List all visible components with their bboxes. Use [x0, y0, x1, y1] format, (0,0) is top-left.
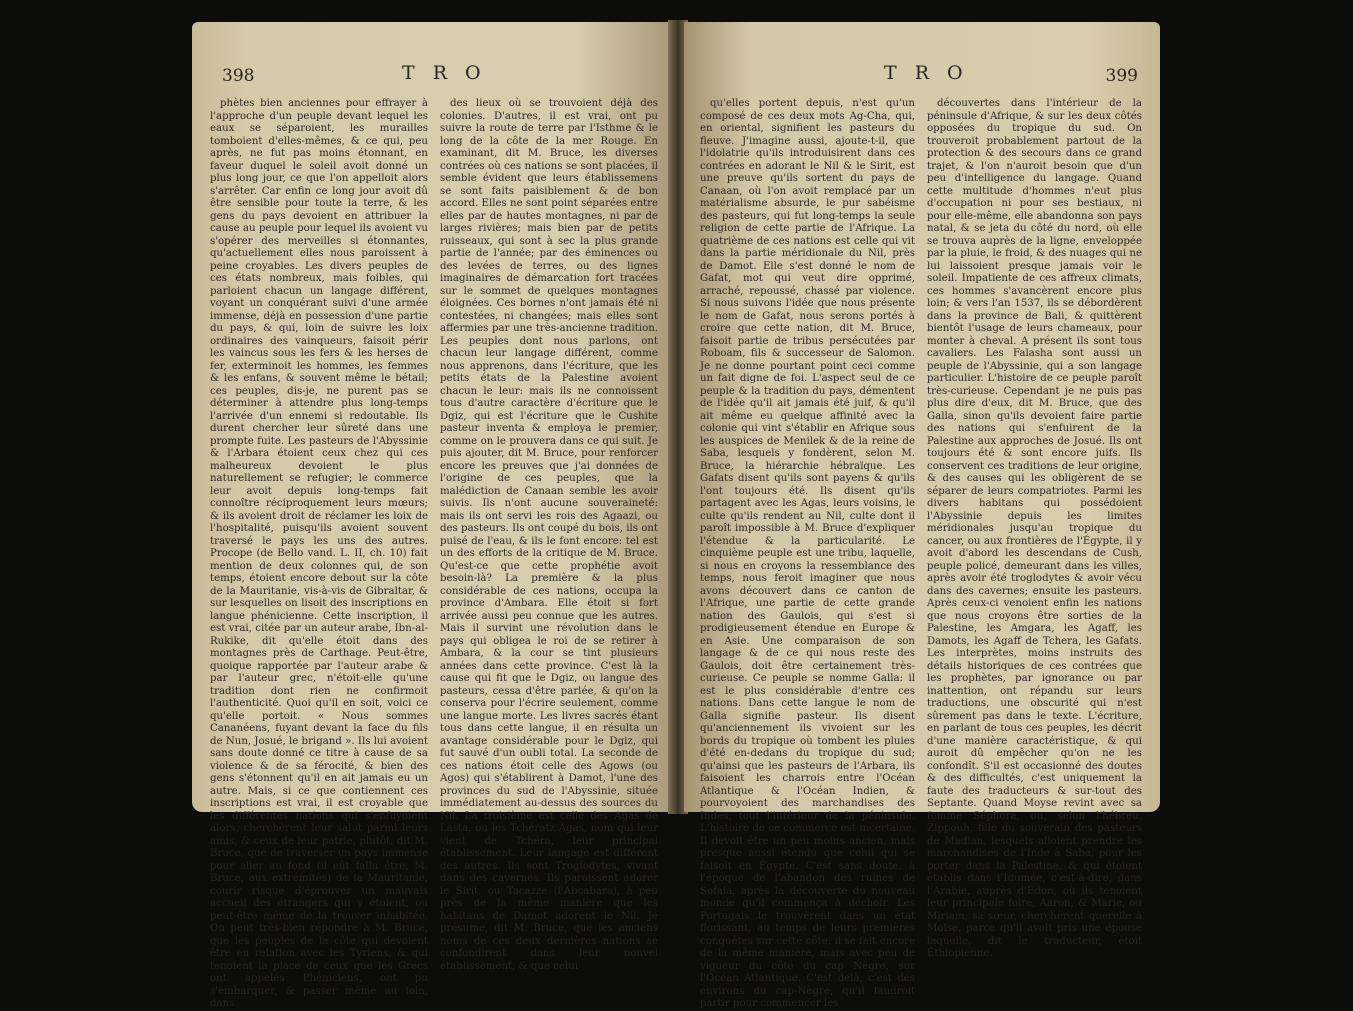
- running-head-left: T R O: [402, 62, 487, 84]
- column-text: qu'elles portent depuis, n'est qu'un composé de ces deux mots Ag-Cha, qui, en oriental, signifient les pasteurs du fleuve. J'imagine aussi, ajoute-t-il, que l'idolatrie qu'ils introduisirent dans ces contrées en adorant le Nil & le Sirit, est une preuve qu'ils sortent du pays de Canaan, où l'on avoit remplacé par un matérialisme absurde, le pur sabéisme des pasteurs, qui fut long-temps la seule religion de cette partie de l'Afrique. La quatrième de ces nations est celle qui vit dans la partie méridionale du Nil, près de Damot. Elle s'est donné le nom de Gafat, mot qui veut dire opprimé, arraché, repoussé, chassé par violence. Si nous suivons l'idée que nous présente le nom de Gafat, nous serons portés à croire que cette nation, dit M. Bruce, faisoit partie de tribus persécutées par Roboam, fils & successeur de Salomon. Je ne donne pourtant point ceci comme un fait digne de foi. L'aspect seul de ce peuple & la tradition du pays, démentent de l'idée qu'il ait jamais été juif, & qu'il ait même eu quelque affinité avec la colonie qui vint s'établir en Afrique sous les auspices de Menilek & de la reine de Saba, lesquels y fondèrent, selon M. Bruce, la hiérarchie hébraïque. Les Gafats disent qu'ils sont payens & qu'ils l'ont toujours été. Ils disent qu'ils partagent avec les Agas, leurs voisins, le culte qu'ils rendent au Nil, culte dont il paroît impossible à M. Bruce d'expliquer l'étendue & la particularité. Le cinquième peuple est une tribu, laquelle, si nous en croyons la ressemblance des temps, nous feroit imaginer que nous avons découvert dans ce canton de l'Afrique, une partie de cette grande nation des Gaulois, qui s'est si prodigieusement étendue en Europe & en Asie. Une comparaison de son langage & de ce qui nous reste des Gaulois, doit être certainement très-curieuse. Ce peuple se nomme Galla: il est le plus considérable d'entre ces nations. Dans cette langue le nom de Galla signifie pasteur. Ils disent qu'anciennement ils vivoient sur les bords du tropique où tombent les pluies d'été en-dedans du tropique du sud; qu'ainsi que les pasteurs de l'Arbara, ils faisoient les charrois entre l'Océan Atlantique & l'Océan Indien, & pourvoyoient des marchandises des Indes, tout l'intérieur de la péninsule. L'histoire de ce commerce est incertaine. Il devoit être un peu moins ancien, mais presque aussi étendu que celui qui se faisoit en Égypte. C'est sans doute, à l'époque de l'abandon des ruines de Sofala, après la découverte du nouveau monde qu'il commença à déchoir. Les Portugais le trouvèrent dans un état florissant, au temps de leurs premières conquêtes sur cette côte: il se fait encore de la même manière, mais avec peu de vigueur du côté du cap Nègre, sur l'Océan Atlantique. C'est delà, c'est des environs du cap-Nègre, qu'il faudroit partir pour commencer les: [700, 98, 915, 1009]
- right-column-2: [927, 98, 1142, 959]
- right-columns: [700, 98, 1142, 1009]
- page-number-left: 398: [222, 66, 255, 86]
- left-column-1: [210, 98, 428, 1009]
- column-text: phètes bien anciennes pour effrayer à l'approche d'un peuple devant lequel les eaux se séparoient, les murailles tomboient d'elles-mêmes, & ce qui, peu après, ne fut pas moins étonnant, en faveur duquel le soleil avoit donné un plus long jour, ce que l'on appelloit alors s'arrêter. Car enfin ce long jour avoit dû être sensible pour toute la terre, & les gens du pays devoient en attribuer la cause au peuple pour lequel ils avoient vu s'opérer des merveilles si étonnantes, qu'actuellement elles nous paroissent à peine croyables. Les divers peuples de ces états nombreux, mais foibles, qui parloient chacun un langage différent, voyant un conquérant suivi d'une armée immense, déjà en possession d'une partie du pays, & qui, loin de suivre les loix ordinaires des vainqueurs, faisoit périr les vaincus sous les fers & les herses de fer, exterminoit les hommes, les femmes & les enfans, & souvent même le bétail; ces peuples, dis-je, ne purent pas se déterminer à attendre plus long-temps l'arrivée d'un ennemi si redoutable. Ils durent chercher leur sûreté dans une prompte fuite. Les pasteurs de l'Abyssinie & l'Arbara étoient ceux chez qui ces malheureux devoient le plus naturellement se refugier; le commerce leur avoit depuis long-temps fait connoître réciproquement leurs mœurs; & ils avoient droit de réclamer les loix de l'hospitalité, puisqu'ils avoient souvent traversé le pays les uns des autres. Procope (de Bello vand. L. II, ch. 10) fait mention de deux colonnes qui, de son temps, étoient encore debout sur la côte de la Mauritanie, vis-à-vis de Gibraltar, & sur lesquelles on lisoit des inscriptions en langue phénicienne. Cette inscription, il est vrai, citée par un auteur arabe, Ibn-al-Rukike, dit qu'elle étoit dans des montagnes près de Carthage. Peut-être, quoique rapportée par l'auteur arabe & par l'auteur grec, n'étoit-elle qu'une tradition dont rien ne confirmoit l'authenticité. Quoi qu'il en soit, voici ce qu'elle portoit. « Nous sommes Cananéens, fuyant devant la face du fils de Nun, Josué, le brigand ». Ils lui avoient sans doute donné ce titre à cause de sa violence & de sa férocité, & bien des gens s'étonnent qu'il en ait jamais eu un autre. Mais, si ce que contiennent ces inscriptions est vrai, il est croyable que les différentes nations qui s'enfuyoient alors, cherchèrent leur salut parmi leurs amis, & ceux de leur patrie, plutôt, dit M. Bruce, que de traverser un pays immense pour aller au fond (il eût fallu être, M. Bruce, aux extrémités) de la Mauritanie, courir risque d'éprouver un mauvais accueil des étrangers qui y étoient, ou peut-être même de la trouver inhabitée. On peut très-bien répondre à M. Bruce, que les peuples de la côte qui devoient être en relation avec les Tyriens, & qui tenoient la place de ceux que les Grecs ont appelés Phéniciens, ont pu s'embarquer, & passer même au loin, dans: [210, 98, 428, 1009]
- left-column-2: [440, 98, 658, 972]
- column-text: découvertes dans l'intérieur de la péninsule d'Afrique, & sur les deux côtés opposées du tropique du sud. On trouveroit probablement partout de la protection & des secours dans ce grand trajet, & l'on n'auroit besoin que d'un peu d'intelligence du langage. Quand cette multitude d'hommes n'eut plus d'occupation ni pour ses bestiaux, ni pour elle-même, elle abandonna son pays natal, & se jeta du côté du nord, où elle se trouva auprès de la ligne, enveloppée par la pluie, le froid, & des nuages qui ne lui laissoient presque jamais voir le soleil. Impatiente de ces affreux climats, ces hommes s'avancèrent encore plus loin; & vers l'an 1537, ils se débordèrent dans la province de Bali, & quittèrent bientôt l'usage de leurs chameaux, pour monter à cheval. A présent ils sont tous cavaliers. Les Falasha sont aussi un peuple de l'Abyssinie, qui a son langage particulier. L'histoire de ce peuple paroît très-curieuse. Cependant je ne puis pas plus dire d'eux, dit M. Bruce, que des Galla, sinon qu'ils devoient faire partie des nations qui s'enfuirent de la Palestine aux approches de Josué. Ils ont toujours été & sont encore juifs. Ils conservent ces traditions de leur origine, & des causes qui les obligèrent de se séparer de leurs compatriotes. Parmi les divers habitans qui possédoient l'Abyssinie depuis les limites méridionales jusqu'au tropique du cancer, ou aux frontières de l'Égypte, il y avoit d'abord les descendans de Cush, peuple policé, demeurant dans les villes, après avoir été troglodytes & avoir vécu dans des cavernes; ensuite les pasteurs. Après ceux-ci venoient enfin les nations que nous croyons être sorties de la Palestine, les Amgara, les Agaff, les Damots, les Agaff de Tchera, les Gafats. Les interprètes, moins instruits des détails historiques de ces contrées que les prophètes, par ignorance ou par inattention, ont répandu sur leurs traductions, une obscurité qui n'est sûrement pas dans le texte. L'écriture, en parlant de tous ces peuples, les décrit d'une manière caractéristique, & qui auroit dû empêcher qu'on ne les confondît. S'il est occasionné des doutes & des difficultés, c'est uniquement la faute des traducteurs & sur-tout des Septante. Quand Moyse revint avec sa femme Séphora, ou, selon l'hébreu, Zippouh, fille du souverain des pasteurs de Madian, lesquels alloient prendre les marchandises de l'Inde à Saba, pour les porter dans la Palestine, & qui étoient établis dans l'Idumée, c'est-à-dire, dans l'Arabie, auprès d'Edon, où ils tenoient leur principale foire, Aaron, & Marie, ou Miriam, sa sœur, cherchèrent querelle à Moïse, parce qu'il avoit pris une épouse laquelle, dit le traducteur, étoit Éthiopienne.: [927, 98, 1142, 959]
- page-number-right: 399: [1105, 66, 1138, 86]
- right-page: [684, 22, 1160, 1009]
- right-column-1: [700, 98, 915, 1009]
- running-head-right: T R O: [884, 62, 969, 84]
- left-page: [192, 22, 672, 1009]
- column-text: des lieux où se trouvoient déjà des colonies. D'autres, il est vrai, ont pu suivre la route de terre par l'Isthme & le long de la côte de la mer Rouge. En examinant, dit M. Bruce, les diverses contrées où ces nations se sont placées, il semble évident que leurs établissemens se sont faits paisiblement & de bon accord. Elles ne sont point séparées entre elles par de hautes montagnes, ni par de larges rivières; mais bien par de petits ruisseaux, qui sont à sec la plus grande partie de l'année; par des éminences ou des levées de terres, ou des lignes imaginaires de démarcation fort tracées sur le sommet de quelques montagnes éloignées. Ces bornes n'ont jamais été ni contestées, ni changées; mais elles sont affermies par une très-ancienne tradition. Les peuples dont nous parlons, ont chacun leur langage différent, comme nous apprenons, dans l'écriture, que les petits états de la Palestine avoient chacun le leur: mais ils ne connoissent tous d'autre caractère d'écriture que le Dgiz, qui est l'écriture que le Cushite pasteur inventa & employa le premier, comme on le prouvera dans ce qui suit. Je puis ajouter, dit M. Bruce, pour renforcer encore les preuves que j'ai données de l'origine de ces peuples, que la malédiction de Canaan semble les avoir suivis. Ils n'ont aucune souveraineté: mais ils ont servi les rois des Agaazi, ou des pasteurs. Ils ont coupé du bois, ils ont puisé de l'eau, & ils le font encore: tel est un des efforts de la critique de M. Bruce. Qu'est-ce que cette prophétie avoit besoin-là? La première & la plus considérable de ces nations, occupa la province d'Ambara. Elle étoit si fort arrivée aussi peu connue que les autres. Mais il survint une révolution dans le pays qui obligea le roi de se retirer à Ambara, & la cour se tint plusieurs années dans cette province. C'est là la cause qui fit que le Dgiz, ou langue des pasteurs, cessa d'être parlée, & qu'on la conserva pour l'écrire seulement, comme une langue morte. Les livres sacrés étant tous dans cette langue, il en résulta un avantage considérable pour le Dgiz, qui fut sauvé d'un oubli total. La seconde de ces nations étoit celle des Agows (ou Agos) qui s'établirent à Damot, l'une des provinces du sud de l'Abyssinie, située immédiatement au-dessus des sources du Nil. La troisième est celle des Agas de Lasta, ou les Tchératz Agas, nom qui leur vient de Tchéra, leur principal établissement. Leur langage est différent des autres. Ils sont Troglodytes, vivant dans des cavernes. Ils paroissent adorer le Sirit, ou Tacazze (l'Abcabara), à peu près de la même manière que les habitans de Damot adorent le Nil. Je présume, dit M. Bruce, que les anciens noms de ces deux dernières nations se confondirent dans leur nouvel établissement, & que celui: [440, 98, 658, 972]
- left-columns: [210, 98, 658, 1009]
